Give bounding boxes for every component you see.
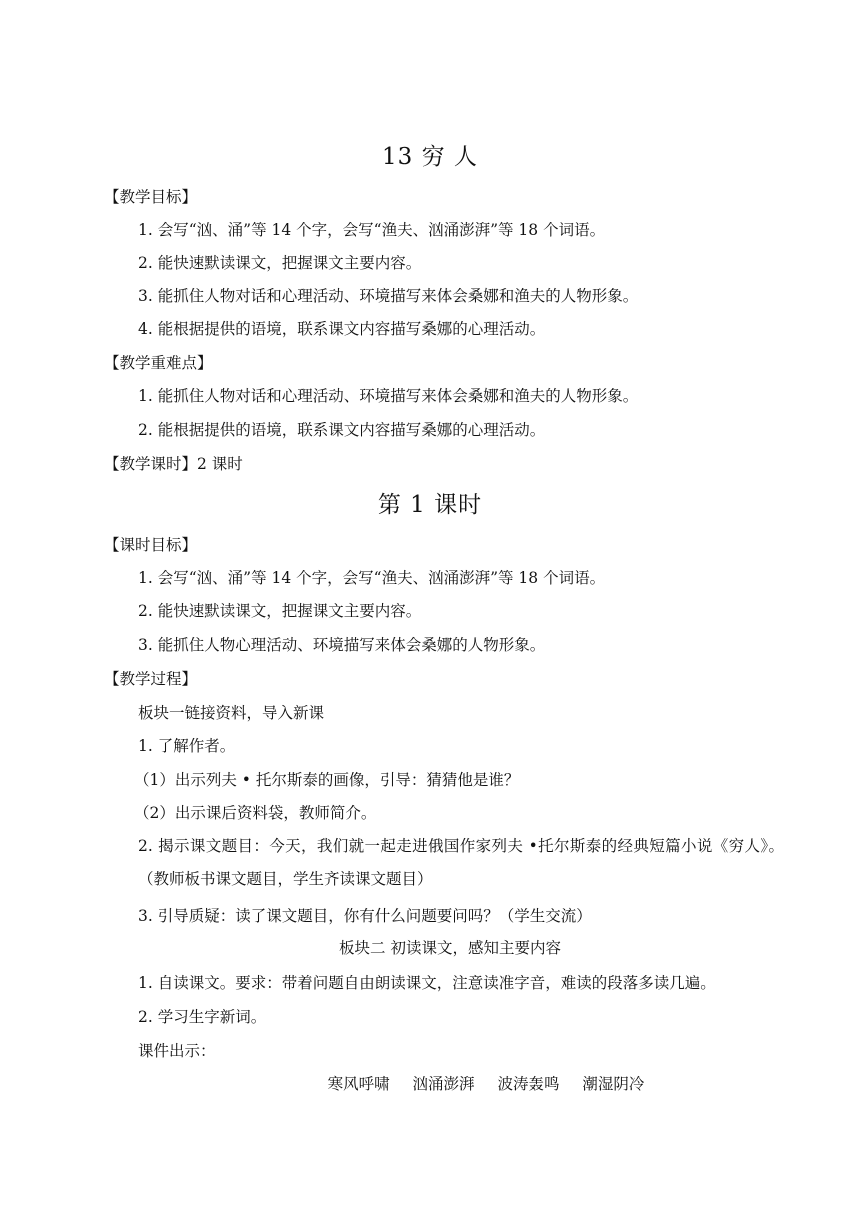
lesson1-goal-item: 2. 能快速默读课文，把握课文主要内容。 bbox=[138, 602, 422, 620]
goal-item: 1. 会写“汹、涌”等 14 个字，会写“渔夫、汹涌澎湃”等 18 个词语。 bbox=[138, 221, 606, 239]
lesson1-goals-heading: 【课时目标】 bbox=[104, 536, 198, 554]
vocab-word: 汹涌澎湃 bbox=[412, 1075, 475, 1093]
goal-item: 3. 能抓住人物对话和心理活动、环境描写来体会桑娜和渔夫的人物形象。 bbox=[138, 287, 639, 305]
read-step1: 1. 自读课文。要求：带着问题自由朗读课文，注意读准字音，难读的段落多读几遍。 bbox=[138, 974, 716, 992]
block1-title: 板块一链接资料，导入新课 bbox=[138, 704, 325, 722]
read-step2: 2. 学习生字新词。 bbox=[138, 1008, 267, 1026]
process-heading: 【教学过程】 bbox=[104, 670, 198, 688]
key-points-heading: 【教学重难点】 bbox=[104, 354, 213, 372]
goal-item: 2. 能快速默读课文，把握课文主要内容。 bbox=[138, 254, 422, 272]
step1-sub1: （1）出示列夫 • 托尔斯泰的画像，引导：猜猜他是谁？ bbox=[134, 771, 520, 789]
lesson1-title: 第 1 课时 bbox=[377, 492, 483, 518]
key-point-item: 2. 能根据提供的语境，联系课文内容描写桑娜的心理活动。 bbox=[138, 421, 546, 439]
key-point-item: 1. 能抓住人物对话和心理活动、环境描写来体会桑娜和渔夫的人物形象。 bbox=[138, 387, 639, 405]
lesson1-goal-item: 1. 会写“汹、涌”等 14 个字，会写“渔夫、汹涌澎湃”等 18 个词语。 bbox=[138, 569, 606, 587]
step1-sub2: （2）出示课后资料袋，教师简介。 bbox=[134, 804, 377, 822]
goal-item: 4. 能根据提供的语境，联系课文内容描写桑娜的心理活动。 bbox=[138, 320, 546, 338]
vocab-word: 寒风呼啸 bbox=[327, 1075, 390, 1093]
vocabulary-list bbox=[0, 1073, 860, 1095]
step3: 3. 引导质疑：读了课文题目，你有什么问题要问吗？（学生交流） bbox=[138, 907, 592, 925]
lesson-title: 13 穷 人 bbox=[382, 144, 478, 170]
block2-title: 板块二 初读课文，感知主要内容 bbox=[339, 939, 561, 957]
lesson-hours: 【教学课时】2 课时 bbox=[104, 455, 243, 473]
step1: 1. 了解作者。 bbox=[138, 737, 236, 755]
lesson1-goal-item: 3. 能抓住人物心理活动、环境描写来体会桑娜的人物形象。 bbox=[138, 636, 546, 654]
courseware-label: 课件出示： bbox=[138, 1042, 216, 1060]
vocab-word: 潮湿阴冷 bbox=[582, 1075, 645, 1093]
step2: 2. 揭示课文题目：今天，我们就一起走进俄国作家列夫 •托尔斯泰的经典短篇小说《穷人》。（教师板书课文题目，学生齐读课文题目） bbox=[138, 837, 784, 888]
goals-heading: 【教学目标】 bbox=[104, 188, 198, 206]
vocab-word: 波涛轰鸣 bbox=[497, 1075, 560, 1093]
